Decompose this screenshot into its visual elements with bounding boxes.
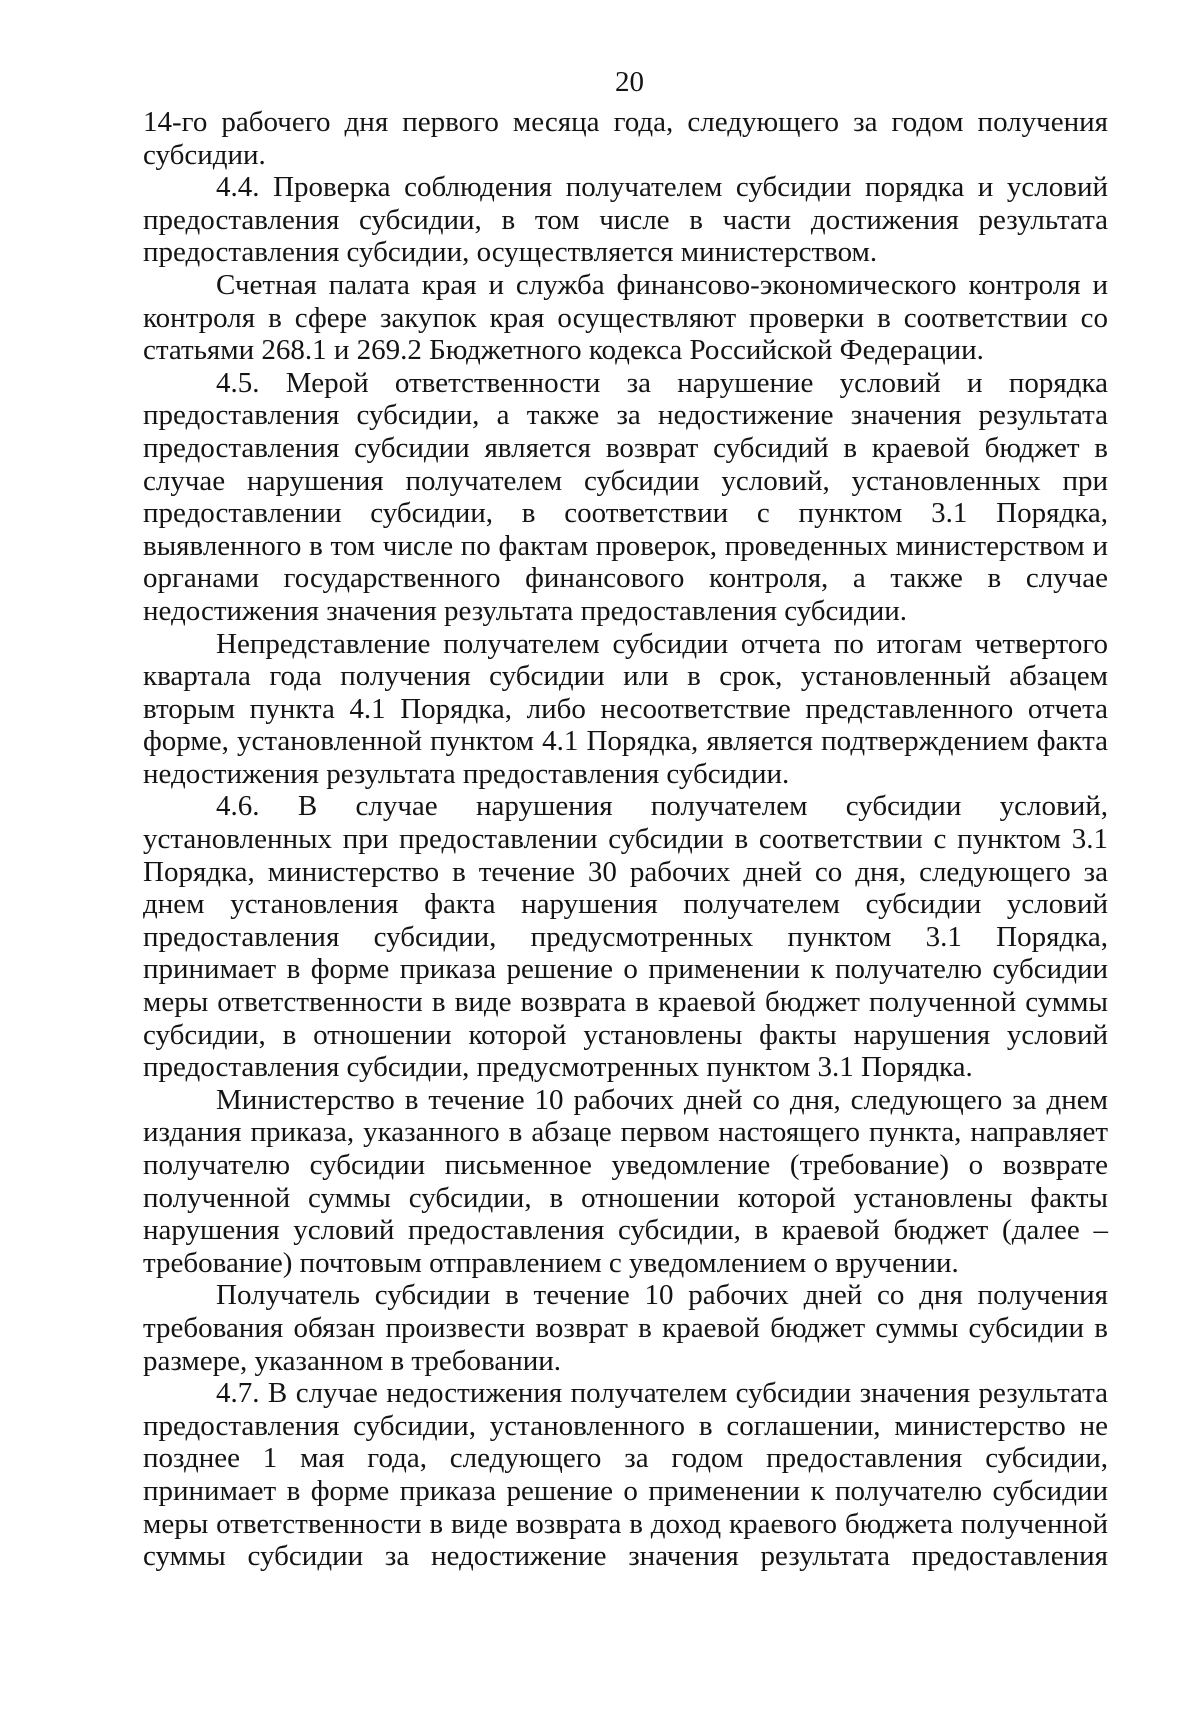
paragraph-ministry-notice: Министерство в течение 10 рабочих дней со дня, следующего за днем издания приказа, указанного в абзаце первом настоящего пункта, направляет получателю субсидии письменное уведомление (требование) о возврате полученной суммы субсидии, в отношении которой установлены факты нарушения условий предоставления субсидии, в краевой бюджет (далее – требование) почтовым отправлением с уведомлением о вручении. — [143, 1083, 1108, 1279]
paragraph-4-4: 4.4. Проверка соблюдения получателем субсидии порядка и условий предоставления субсидии, в том числе в части достижения результата предоставления субсидии, осуществляется министерством. — [143, 171, 1108, 269]
paragraph-4-6: 4.6. В случае нарушения получателем субсидии условий, установленных при предоставлении субсидии в соответствии с пунктом 3.1 Порядка, министерство в течение 30 рабочих дней со дня, следующего за днем установления факта нарушения получателем субсидии условий предоставления субсидии, предусмотренных пунктом 3.1 Порядка, принимает в форме приказа решение о применении к получателю субсидии меры ответственности в виде возврата в краевой бюджет полученной суммы субсидии, в отношении которой установлены факты нарушения условий предоставления субсидии, предусмотренных пунктом 3.1 Порядка. — [143, 790, 1108, 1084]
paragraph-4-7: 4.7. В случае недостижения получателем субсидии значения результата предоставления субсидии, установленного в соглашении, министерство не позднее 1 мая года, следующего за годом предоставления субсидии, принимает в форме приказа решение о применении к получателю субсидии меры ответственности в виде возврата в доход краевого бюджета полученной суммы субсидии за недостижение значения результата предоставления — [143, 1377, 1108, 1573]
paragraph-continuation: 14-го рабочего дня первого месяца года, следующего за годом получения субсидии. — [143, 106, 1108, 171]
paragraph-recipient-refund: Получатель субсидии в течение 10 рабочих дней со дня получения требования обязан произвести возврат в краевой бюджет суммы субсидии в размере, указанном в требовании. — [143, 1279, 1108, 1377]
paragraph-4-5: 4.5. Мерой ответственности за нарушение условий и порядка предоставления субсидии, а также за недостижение значения результата предоставления субсидии является возврат субсидий в краевой бюджет в случае нарушения получателем субсидии условий, установленных при предоставлении субсидии, в соответствии с пунктом 3.1 Порядка, выявленного в том числе по фактам проверок, проведенных министерством и органами государственного финансового контроля, а также в случае недостижения значения результата предоставления субсидии. — [143, 366, 1108, 627]
paragraph-non-submission: Непредставление получателем субсидии отчета по итогам четвертого квартала года получения субсидии или в срок, установленный абзацем вторым пункта 4.1 Порядка, либо несоответствие представленного отчета форме, установленной пунктом 4.1 Порядка, является подтверждением факта недостижения результата предоставления субсидии. — [143, 627, 1108, 790]
page-number: 20 — [615, 66, 644, 98]
document-page — [143, 62, 1108, 1573]
paragraph-audit-chamber: Счетная палата края и служба финансово-экономического контроля и контроля в сфере закупок края осуществляют проверки в соответствии со статьями 268.1 и 269.2 Бюджетного кодекса Российской Федерации. — [143, 268, 1108, 367]
